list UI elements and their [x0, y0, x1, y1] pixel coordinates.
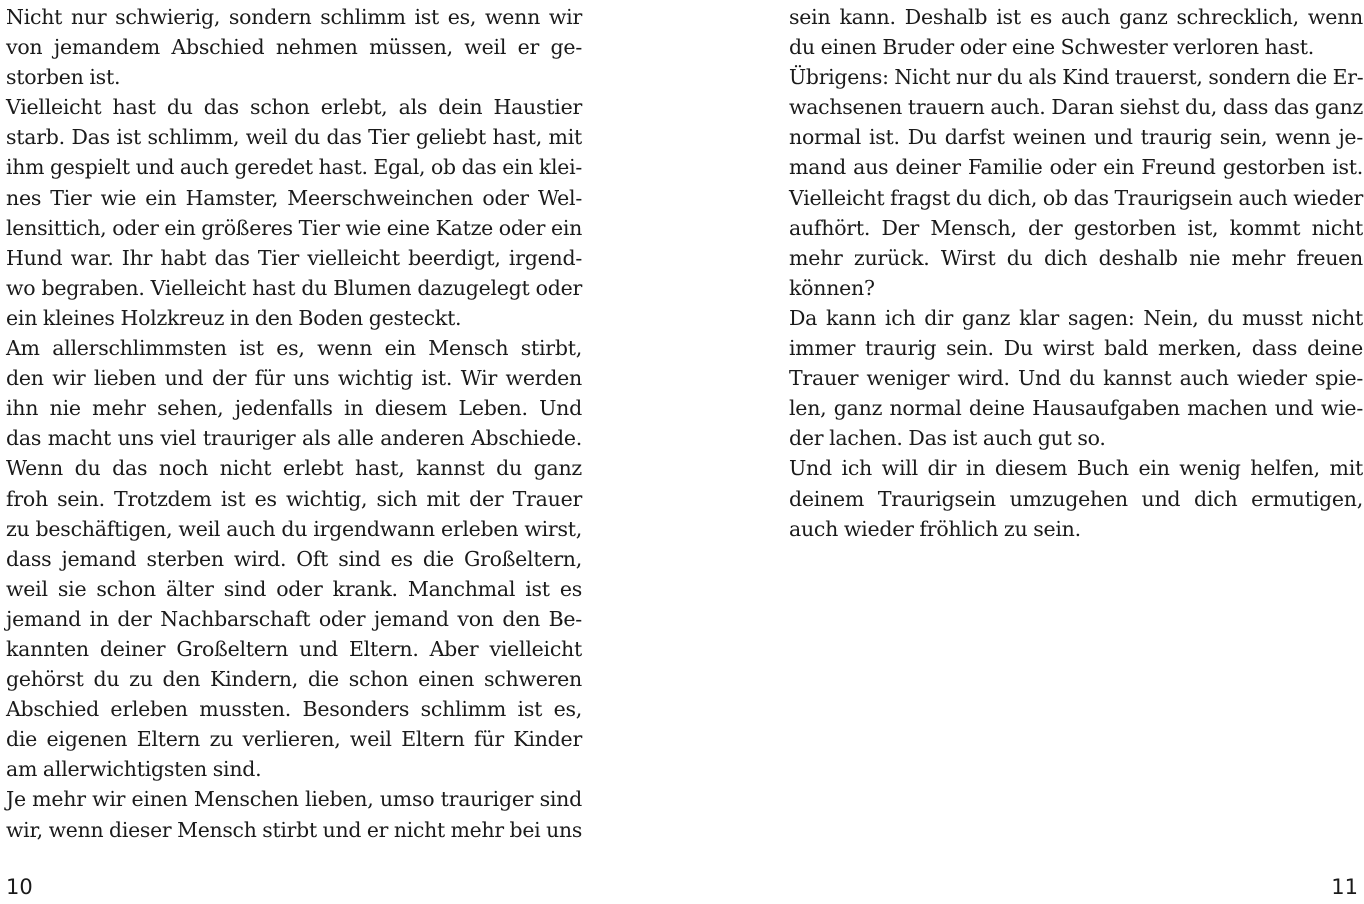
text-line: zu beschäftigen, weil auch du irgendwann erleben wirst,: [6, 516, 582, 541]
text-line: Vielleicht fragst du dich, ob das Traurigsein auch wieder: [789, 185, 1363, 210]
text-line: jemand in der Nachbarschaft oder jemand von den Be-: [6, 606, 582, 631]
text-line: Da kann ich dir ganz klar sagen: Nein, du musst nicht: [789, 305, 1363, 330]
text-line: Am allerschlimmsten ist es, wenn ein Mensch stirbt,: [6, 336, 582, 361]
text-line: mehr zurück. Wirst du dich deshalb nie mehr freuen: [789, 245, 1363, 270]
text-line: am allerwichtigsten sind.: [6, 757, 262, 782]
text-line: mand aus deiner Familie oder ein Freund gestorben ist.: [789, 155, 1363, 180]
text-line: kannten deiner Großeltern und Eltern. Aber vielleicht: [6, 636, 582, 661]
text-line: normal ist. Du darfst weinen und traurig sein, wenn je-: [789, 125, 1363, 150]
text-line: len, ganz normal deine Hausaufgaben machen und wie-: [789, 396, 1363, 421]
text-line: weil sie schon älter sind oder krank. Manchmal ist es: [6, 576, 582, 601]
text-line: die eigenen Eltern zu verlieren, weil Eltern für Kinder: [6, 727, 582, 752]
text-line: immer traurig sein. Du wirst bald merken, dass deine: [789, 336, 1363, 361]
left-page-body: [6, 2, 582, 845]
text-line: Und ich will dir in diesem Buch ein wenig helfen, mit: [789, 456, 1363, 481]
text-line: ein kleines Holzkreuz in den Boden gesteckt.: [6, 305, 462, 330]
text-line: Trauer weniger wird. Und du kannst auch wieder spie-: [789, 366, 1363, 391]
text-line: Wenn du das noch nicht erlebt hast, kannst du ganz: [6, 456, 582, 481]
text-line: storben ist.: [6, 65, 121, 90]
text-line: das macht uns viel trauriger als alle anderen Abschiede.: [6, 426, 582, 451]
page-number-right: 11: [1331, 875, 1358, 899]
text-line: auch wieder fröhlich zu sein.: [789, 516, 1081, 541]
text-line: deinem Traurigsein umzugehen und dich ermutigen,: [789, 486, 1363, 511]
text-line: froh sein. Trotzdem ist es wichtig, sich mit der Trauer: [6, 486, 582, 511]
text-line: Vielleicht hast du das schon erlebt, als dein Haustier: [6, 95, 582, 120]
text-line: du einen Bruder oder eine Schwester verloren hast.: [789, 35, 1315, 60]
text-line: Übrigens: Nicht nur du als Kind trauerst, sondern die Er-: [789, 65, 1364, 90]
text-line: Nicht nur schwierig, sondern schlimm ist es, wenn wir: [6, 5, 582, 29]
page-number-left: 10: [6, 875, 33, 899]
text-line: ihm gespielt und auch geredet hast. Egal, ob das ein klei-: [6, 155, 582, 180]
text-line: sein kann. Deshalb ist es auch ganz schrecklich, wenn: [789, 5, 1363, 29]
text-line: Je mehr wir einen Menschen lieben, umso trauriger sind: [6, 787, 582, 812]
text-line: gehörst du zu den Kindern, die schon einen schweren: [6, 667, 582, 692]
text-line: nes Tier wie ein Hamster, Meerschweinchen oder Wel-: [6, 185, 582, 210]
right-page-body: [789, 2, 1363, 544]
text-line: von jemandem Abschied nehmen müssen, weil er ge-: [6, 35, 582, 60]
text-line: starb. Das ist schlimm, weil du das Tier geliebt hast, mit: [6, 125, 582, 150]
text-line: Hund war. Ihr habt das Tier vielleicht beerdigt, irgend-: [6, 245, 582, 270]
text-line: können?: [789, 275, 875, 300]
text-line: lensittich, oder ein größeres Tier wie eine Katze oder ein: [6, 215, 583, 240]
text-line: aufhört. Der Mensch, der gestorben ist, kommt nicht: [789, 215, 1363, 240]
text-line: Abschied erleben mussten. Besonders schlimm ist es,: [6, 697, 582, 722]
text-line: dass jemand sterben wird. Oft sind es die Großeltern,: [6, 546, 582, 571]
text-line: der lachen. Das ist auch gut so.: [789, 426, 1106, 451]
text-line: wo begraben. Vielleicht hast du Blumen dazugelegt oder: [6, 275, 582, 300]
text-line: wachsenen trauern auch. Daran siehst du, dass das ganz: [789, 95, 1363, 120]
text-line: ihn nie mehr sehen, jedenfalls in diesem Leben. Und: [6, 396, 582, 421]
text-line: wir, wenn dieser Mensch stirbt und er nicht mehr bei uns: [6, 817, 583, 842]
text-line: den wir lieben und der für uns wichtig ist. Wir werden: [6, 366, 582, 391]
